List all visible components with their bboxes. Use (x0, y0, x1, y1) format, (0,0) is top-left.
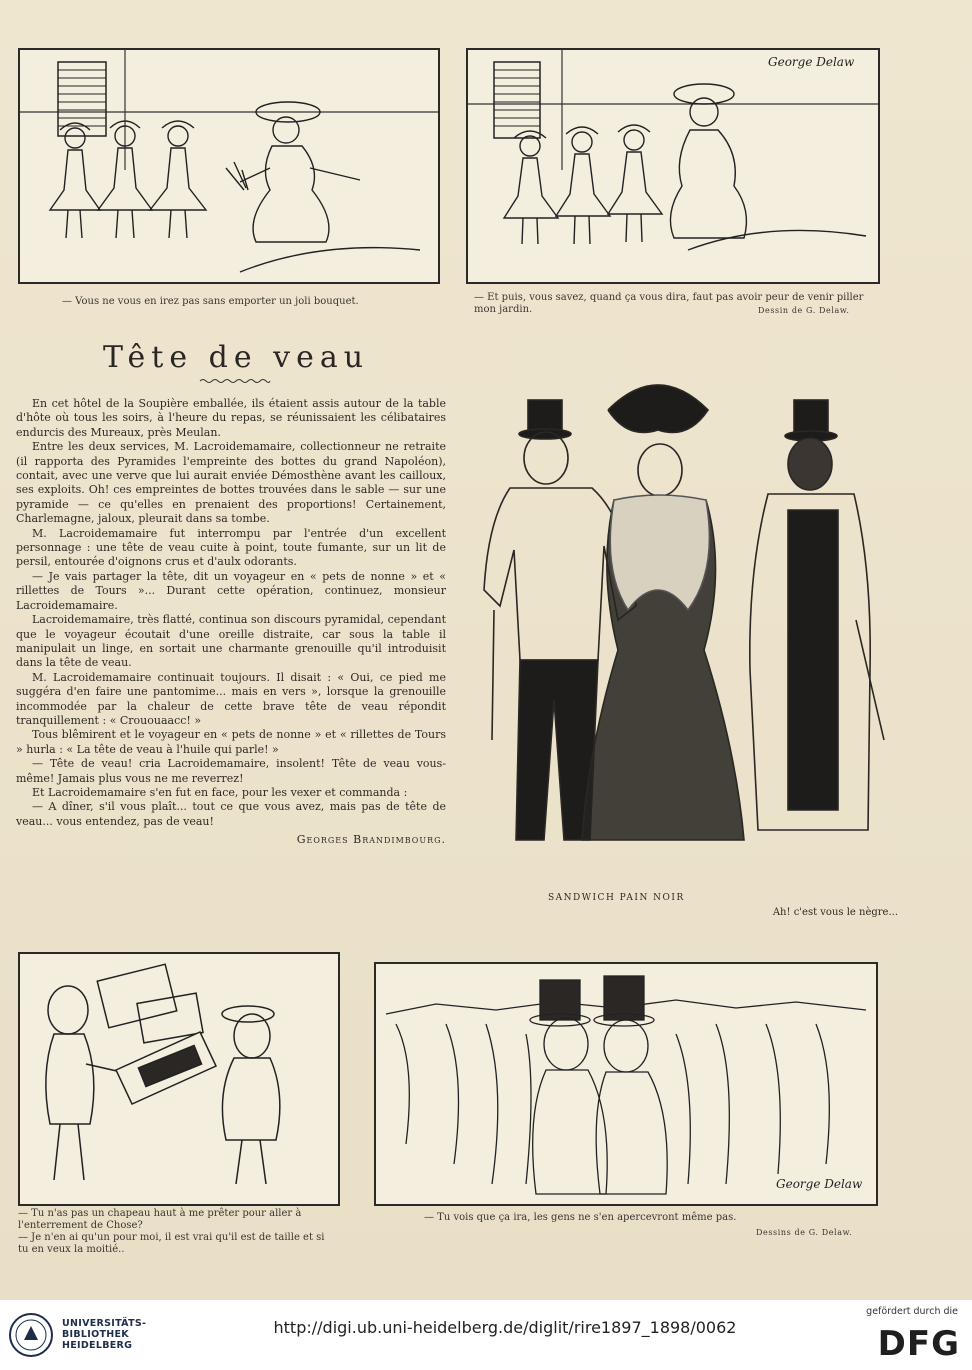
bottom-left-caption: — Tu n'as pas un chapeau haut à me prêter pour aller à l'enterrement de Chose? — Je n'en ai qu'un pour moi, il est vrai qu'il est de taille et si tu en veux la moitié.. (18, 1208, 325, 1255)
article-paragraph: M. Lacroidemamaire fut interrompu par l'entrée d'un excellent personnage : une tête de veau cuite à point, toute fumante, sur un lit de persil, entourée d'oignons crus et d'aulx odorants. (16, 526, 446, 569)
sandwich-drawing (458, 370, 898, 918)
bottom-right-signature: George Delaw (776, 1177, 863, 1191)
title-ornament (200, 378, 270, 384)
article-paragraph: Et Lacroidemamaire s'en fut en face, pour les vexer et commanda : (32, 785, 408, 799)
article-paragraph: — Je vais partager la tête, dit un voyageur en « pets de nonne » et « rillettes de Tours »... Durant cette opération, continuez, monsieur Lacroidemamaire. (16, 569, 446, 612)
top-right-cartoon (466, 48, 880, 284)
dfg-logo[interactable]: DFG (877, 1324, 960, 1364)
article-paragraph: En cet hôtel de la Soupière emballée, ils étaient assis autour de la table d'hôte où tous les soirs, à l'heure du repas, se réunissaient les célibataires endurcis des Mureaux, près Meulan. (16, 397, 446, 439)
top-right-signature: George Delaw (768, 55, 855, 69)
article-paragraph: — Tête de veau! cria Lacroidemamaire, insolent! Tête de veau vous-même! Jamais plus vous ne me reverrez! (16, 757, 446, 785)
library-name (62, 1318, 146, 1351)
bottom-right-cartoon (374, 962, 878, 1206)
article-paragraph: Entre les deux services, M. Lacroidemamaire, collectionneur ne retraite (il rapporta des Pyramides l'empreinte des bottes du grand Napoléon), contait, avec une verve que lui aurait enviée Démosthène avant les cailloux, ses exploits. Oh! ces empreintes de bottes trouvées dans le sable — sur une pyramide — ce qu'elles en prenaient des proportions! Certainement, Charlemagne, jaloux, pleurait dans sa tombe. (16, 440, 446, 526)
bottom-right-caption: — Tu vois que ça ira, les gens ne s'en apercevront même pas. (424, 1212, 737, 1223)
bottom-right-drawing (376, 964, 876, 1204)
top-right-credit: Dessin de G. Delaw. (758, 306, 850, 315)
library-line-1: UNIVERSITÄTS- (62, 1318, 147, 1329)
top-left-caption: — Vous ne vous en irez pas sans emporter un joli bouquet. (62, 296, 359, 307)
top-left-drawing (20, 50, 438, 282)
article-paragraph: Tous blêmirent et le voyageur en « pets de nonne » et « rillettes de Tours » hurla : « La tête de veau à l'huile qui parle! » (16, 728, 446, 756)
sandwich-illustration (458, 370, 898, 918)
big-illustration-title: SANDWICH PAIN NOIR (548, 893, 685, 903)
funded-by-label: gefördert durch die (866, 1306, 958, 1317)
top-right-caption: — Et puis, vous savez, quand ça vous dira, faut pas avoir peur de venir piller mon jardin. (474, 292, 864, 315)
big-illustration-caption: Ah! c'est vous le nègre... (772, 907, 898, 918)
article-body (16, 397, 446, 848)
library-logo[interactable] (8, 1308, 198, 1364)
university-seal-icon (8, 1312, 54, 1358)
bottom-left-drawing (20, 954, 338, 1204)
article-paragraph: — A dîner, s'il vous plaît... tout ce que vous avez, mais pas de tête de veau... vous entendez, pas de veau! (16, 800, 446, 828)
source-url-link[interactable]: http://digi.ub.uni-heidelberg.de/diglit/rire1897_1898/0062 (273, 1318, 737, 1337)
article-paragraph: Lacroidemamaire, très flatté, continua son discours pyramidal, cependant que le voyageur écoutait d'une oreille distraite, car sous la table il manipulait un linge, en sortait une charmante grenouille qu'il introduisit dans la tête de veau. (16, 613, 446, 670)
top-left-cartoon (18, 48, 440, 284)
article-paragraph: M. Lacroidemamaire continuait toujours. Il disait : « Oui, ce pied me suggéra d'en faire une pantomime... mais en vers », lorsque la grenouille incommodée par la chaleur de cette brave tête de veau répondit tranquillement : « Crououaacc! » (16, 670, 446, 727)
article-title: Tête de veau (102, 340, 370, 375)
top-right-drawing (468, 50, 878, 282)
library-line-3: HEIDELBERG (62, 1340, 133, 1351)
library-line-2: BIBLIOTHEK (62, 1329, 129, 1340)
bottom-left-cartoon (18, 952, 340, 1206)
article-signature: Georges Brandimbourg. (296, 833, 446, 847)
bottom-right-credit: Dessins de G. Delaw. (756, 1228, 853, 1237)
